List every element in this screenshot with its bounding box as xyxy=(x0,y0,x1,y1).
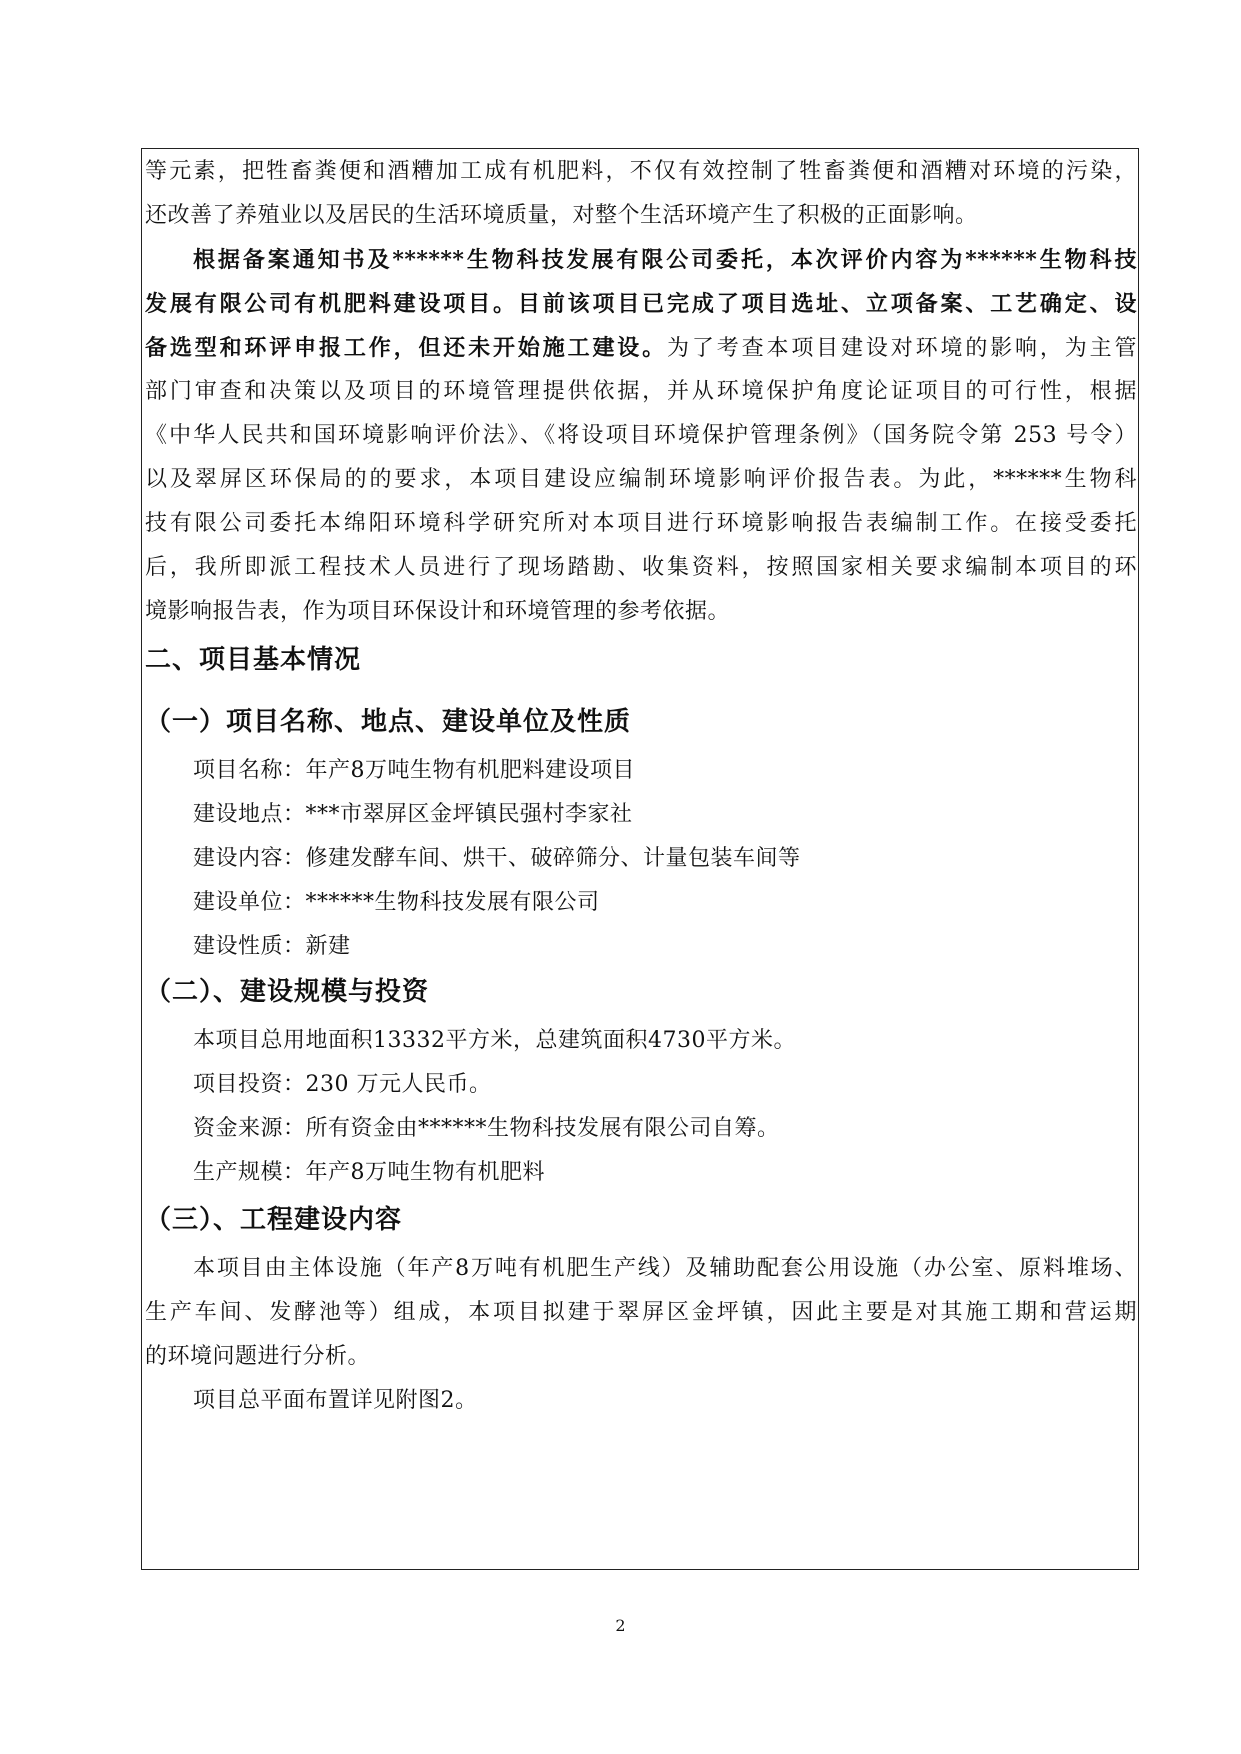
paragraph2-line9: 境影响报告表，作为项目环保设计和环境管理的参考依据。 xyxy=(145,599,731,624)
subsection-heading-construction-content: （三）、工程建设内容 xyxy=(145,1205,403,1235)
construction-content-line2: 生产车间、发酵池等）组成，本项目拟建于翠屏区金坪镇，因此主要是对其施工期和营运期 xyxy=(145,1300,1137,1325)
paragraph2-line2: 发展有限公司有机肥料建设项目。目前该项目已完成了项目选址、立项备案、工艺确定、设 xyxy=(145,291,1137,317)
paragraph1-line2: 还改善了养殖业以及居民的生活环境质量，对整个生活环境产生了积极的正面影响。 xyxy=(145,203,978,228)
paragraph2-line8: 后，我所即派工程技术人员进行了现场踏勘、收集资料，按照国家相关要求编制本项目的环 xyxy=(145,555,1137,580)
paragraph2-line3-bold: 备选型和环评申报工作，但还未开始施工建设。 xyxy=(145,335,668,361)
project-content-item: 建设内容：修建发酵车间、烘干、破碎筛分、计量包装车间等 xyxy=(193,846,801,871)
production-scale-item: 生产规模：年产8万吨生物有机肥料 xyxy=(193,1160,545,1185)
project-location-item: 建设地点：***市翠屏区金坪镇民强村李家社 xyxy=(193,802,633,827)
paragraph2-line6: 以及翠屏区环保局的的要求，本项目建设应编制环境影响评价报告表。为此，******生物科 xyxy=(145,467,1137,492)
paragraph2-line1: 根据备案通知书及******生物科技发展有限公司委托，本次评价内容为******生物科技 xyxy=(193,247,1137,273)
paragraph2-line5: 《中华人民共和国环境影响评价法》、《将设项目环境保护管理条例》（国务院令第 253 号令） xyxy=(145,423,1137,448)
section-heading-basic-info: 二、项目基本情况 xyxy=(145,645,362,675)
page-number: 2 xyxy=(615,1616,626,1635)
paragraph2-line7: 技有限公司委托本绵阳环境科学研究所对本项目进行环境影响报告表编制工作。在接受委托 xyxy=(145,511,1137,536)
project-unit-item: 建设单位：******生物科技发展有限公司 xyxy=(193,890,600,915)
investment-item: 项目投资：230 万元人民币。 xyxy=(193,1072,492,1097)
paragraph2-line3 xyxy=(145,333,1137,363)
document-frame xyxy=(141,148,1139,1570)
paragraph1-line1: 等元素，把牲畜粪便和酒糟加工成有机肥料，不仅有效控制了牲畜粪便和酒糟对环境的污染， xyxy=(145,159,1137,184)
layout-reference-line: 项目总平面布置详见附图2。 xyxy=(193,1388,478,1413)
project-name-item: 项目名称：年产8万吨生物有机肥料建设项目 xyxy=(193,758,635,783)
paragraph2-line4: 部门审查和决策以及项目的环境管理提供依据，并从环境保护角度论证项目的可行性，根据 xyxy=(145,379,1137,404)
project-nature-item: 建设性质：新建 xyxy=(193,934,351,959)
land-area-item: 本项目总用地面积13332平方米，总建筑面积4730平方米。 xyxy=(193,1028,796,1053)
subsection-heading-project-info: （一）项目名称、地点、建设单位及性质 xyxy=(145,707,632,737)
construction-content-line3: 的环境问题进行分析。 xyxy=(145,1344,371,1369)
construction-content-line1: 本项目由主体设施（年产8万吨有机肥生产线）及辅助配套公用设施（办公室、原料堆场、 xyxy=(193,1256,1137,1281)
subsection-heading-scale-investment: （二）、建设规模与投资 xyxy=(145,977,430,1007)
funding-source-item: 资金来源：所有资金由******生物科技发展有限公司自筹。 xyxy=(193,1116,780,1141)
paragraph2-line3-normal: 为了考查本项目建设对环境的影响，为主管 xyxy=(667,336,1137,361)
